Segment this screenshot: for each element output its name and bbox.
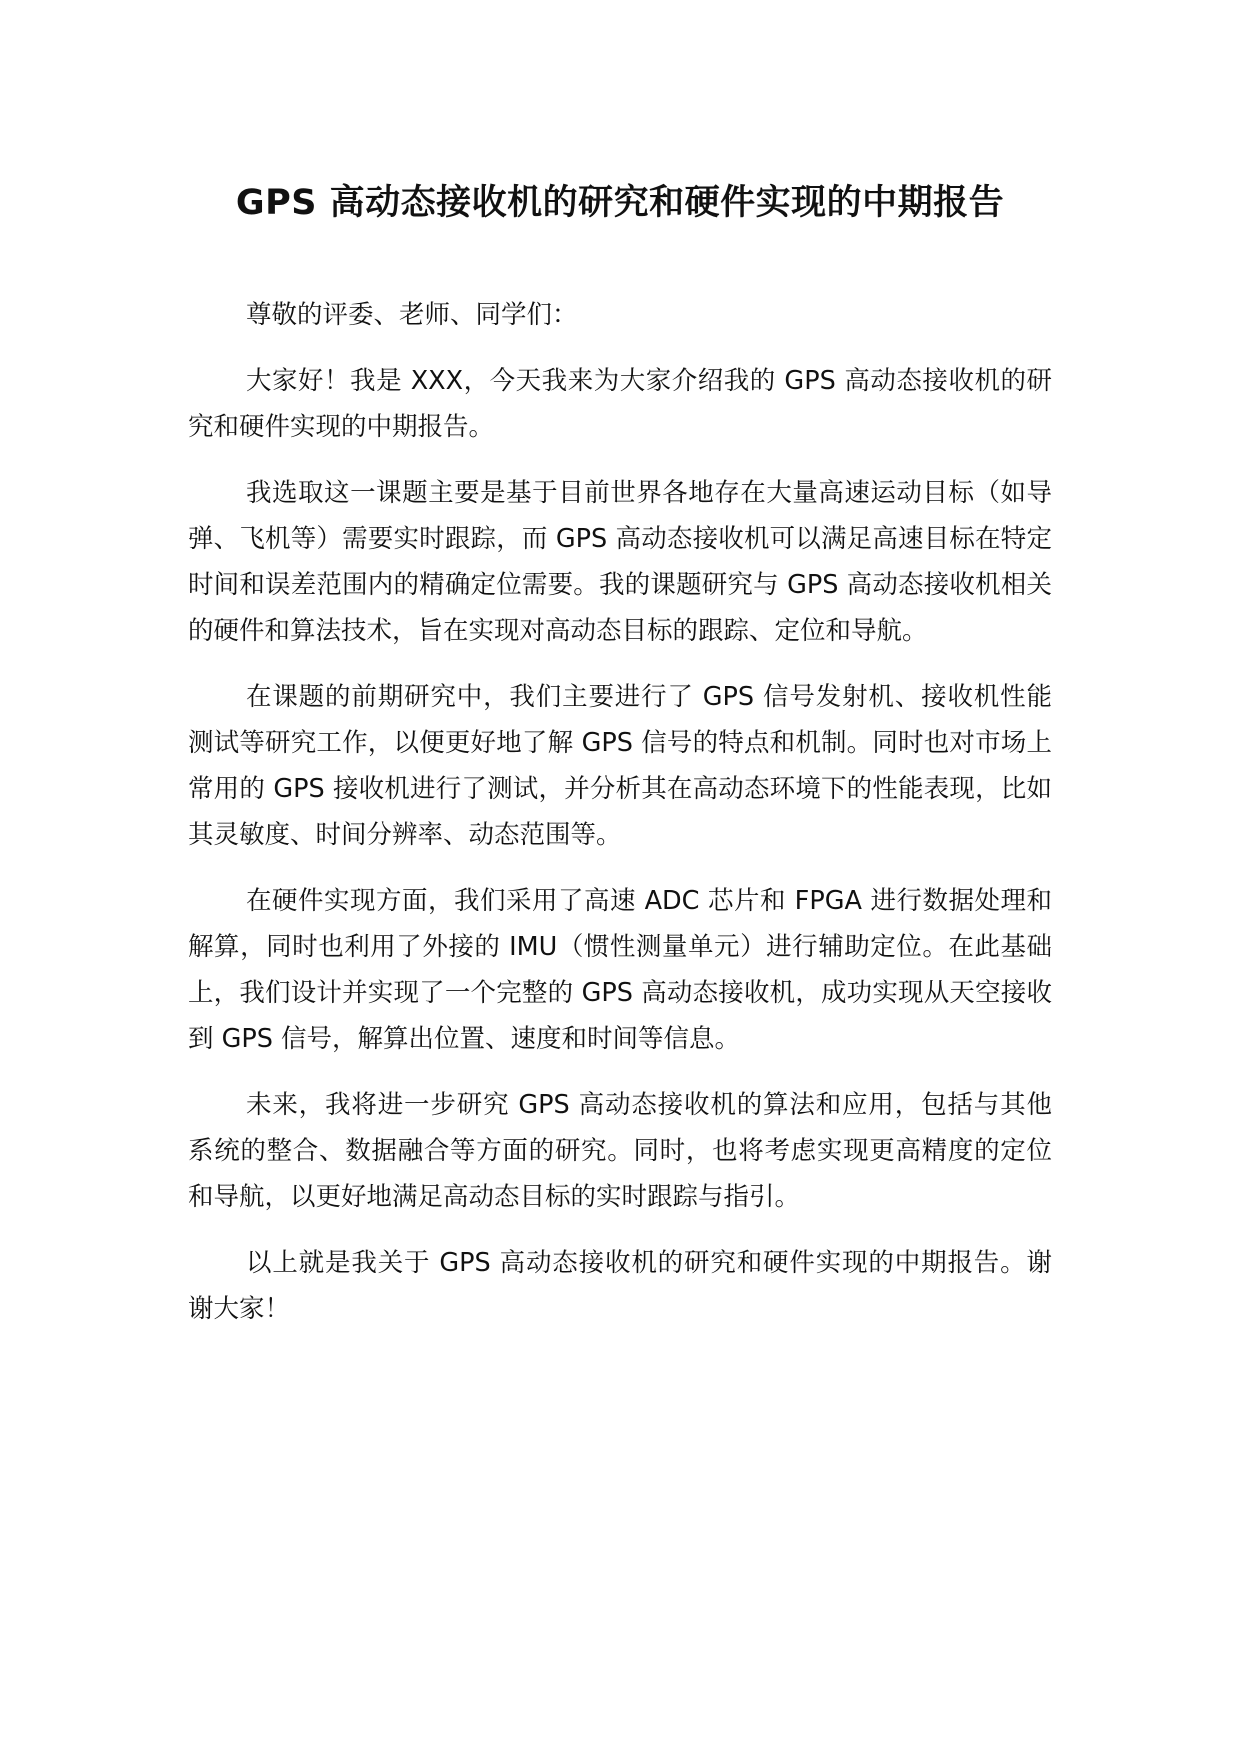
paragraph-salutation: 尊敬的评委、老师、同学们： [246,300,578,330]
paragraph-preliminary-research: 在课题的前期研究中，我们主要进行了 GPS 信号发射机、接收机性能测试等研究工作，以便更好地了解 GPS 信号的特点和机制。同时也对市场上常用的 GPS 接收机进行了测试，并分析其在高动态环境下的性能表现，比如其灵敏度、时间分辨率、动态范围等。 [188,682,1052,850]
document-title: GPS 高动态接收机的研究和硬件实现的中期报告 [235,183,1005,223]
document-body [188,292,1052,1352]
paragraph-closing: 以上就是我关于 GPS 高动态接收机的研究和硬件实现的中期报告。谢谢大家！ [188,1248,1052,1324]
paragraph-topic-motivation: 我选取这一课题主要是基于目前世界各地存在大量高速运动目标（如导弹、飞机等）需要实时跟踪，而 GPS 高动态接收机可以满足高速目标在特定时间和误差范围内的精确定位需要。我的课题研究与 GPS 高动态接收机相关的硬件和算法技术，旨在实现对高动态目标的跟踪、定位和导航。 [188,478,1052,646]
paragraph-future-work: 未来，我将进一步研究 GPS 高动态接收机的算法和应用，包括与其他系统的整合、数据融合等方面的研究。同时，也将考虑实现更高精度的定位和导航，以更好地满足高动态目标的实时跟踪与指引。 [188,1090,1052,1212]
paragraph-hardware-implementation: 在硬件实现方面，我们采用了高速 ADC 芯片和 FPGA 进行数据处理和解算，同时也利用了外接的 IMU（惯性测量单元）进行辅助定位。在此基础上，我们设计并实现了一个完整的 GPS 高动态接收机，成功实现从天空接收到 GPS 信号，解算出位置、速度和时间等信息。 [188,886,1052,1054]
paragraph-greeting: 大家好！我是 XXX，今天我来为大家介绍我的 GPS 高动态接收机的研究和硬件实现的中期报告。 [188,366,1052,442]
